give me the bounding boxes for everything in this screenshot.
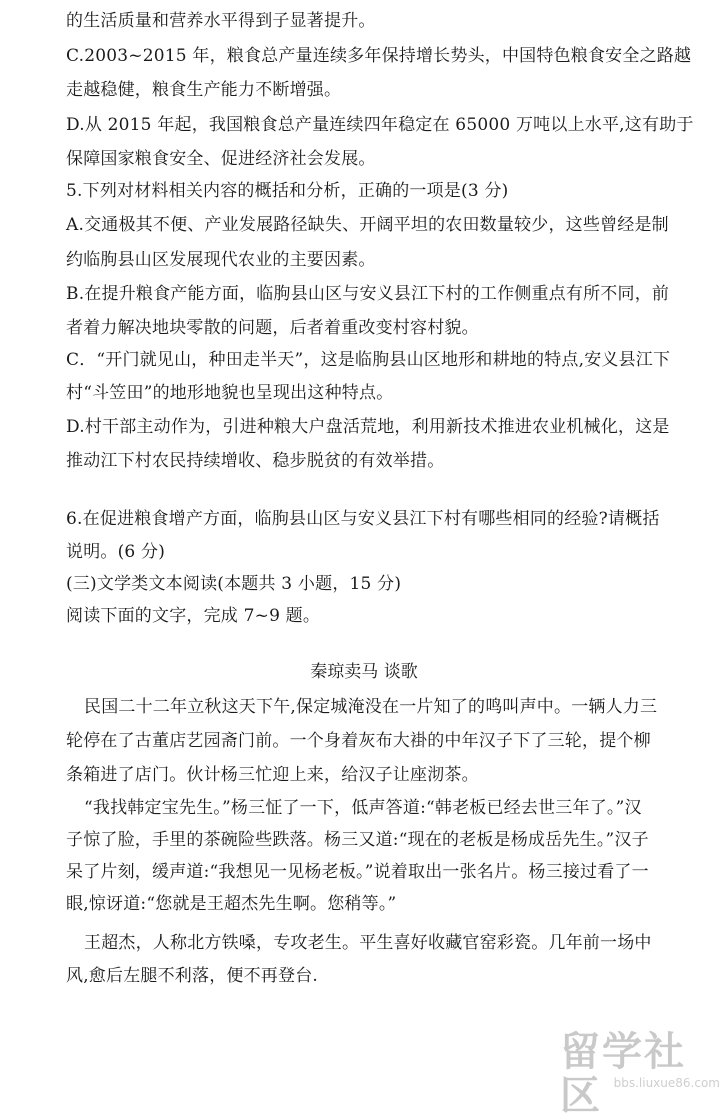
text-line: 的生活质量和营养水平得到子显著提升。: [66, 11, 376, 31]
text-line: 村“斗笠田”的地形地貌也呈现出这种特点。: [66, 383, 394, 403]
paragraph-line: “我找韩定宝先生。”杨三怔了一下，低声答道:“韩老板已经去世三年了。”汉: [84, 798, 642, 818]
option-c: C．“开门就见山，种田走半天”，这是临朐县山区地形和耕地的特点,安义县江下: [66, 350, 671, 370]
paragraph-line: 眼,惊讶道:“您就是王超杰先生啊。您稍等。”: [66, 894, 397, 914]
paragraph-line: 民国二十二年立秋这天下午,保定城淹没在一片知了的鸣叫声中。一辆人力三: [84, 697, 658, 717]
option-a: A.交通极其不便、产业发展路径缺失、开阔平坦的农田数量较少，这些曾经是制: [66, 215, 669, 235]
paragraph-line: 王超杰，人称北方铁嗓，专攻老生。平生喜好收藏官窑彩瓷。几年前一场中: [84, 933, 652, 953]
text-line: 约临朐县山区发展现代农业的主要因素。: [66, 250, 376, 270]
text-line: 推动江下村农民持续增收、稳步脱贫的有效举措。: [66, 451, 445, 471]
text-line: C.2003~2015 年，粮食总产量连续多年保持增长势头，中国特色粮食安全之路越: [66, 46, 692, 66]
question-5: 5.下列对材料相关内容的概括和分析，正确的一项是(3 分): [66, 181, 509, 201]
option-b: B.在提升粮食产能方面，临朐县山区与安义县江下村的工作侧重点有所不同，前: [66, 284, 670, 304]
text-line: D.从 2015 年起，我国粮食总产量连续四年稳定在 65000 万吨以上水平,这有助于: [66, 115, 694, 135]
paragraph-line: 子惊了脸，手里的茶碗险些跌落。杨三又道:“现在的老板是杨成岳先生。”汉子: [66, 830, 649, 850]
watermark-logo: [560, 1029, 728, 1119]
text-line: 者着力解决地块零散的问题，后者着重改变村容村貌。: [66, 318, 479, 338]
instruction: 阅读下面的文字，完成 7~9 题。: [66, 606, 321, 626]
text-line: 保障国家粮食安全、促进经济社会发展。: [66, 149, 376, 169]
story-title: 秦琼卖马 谈歌: [310, 662, 418, 682]
paragraph-line: 条箱进了店门。伙计杨三忙迎上来，给汉子让座沏茶。: [66, 765, 479, 785]
text-line: 说明。(6 分): [66, 542, 166, 562]
question-6: 6.在促进粮食增产方面，临朐县山区与安义县江下村有哪些相同的经验?请概括: [66, 509, 660, 529]
watermark-text: 留学社区: [560, 1029, 686, 1119]
paragraph-line: 呆了片刻，缓声道:“我想见一见杨老板。”说着取出一张名片。杨三接过看了一: [66, 862, 649, 882]
option-d: D.村干部主动作为，引进种粮大户盘活荒地，利用新技术推进农业机械化，这是: [66, 417, 670, 437]
section-heading: (三)文学类文本阅读(本题共 3 小题，15 分): [66, 574, 402, 594]
paragraph-line: 风,愈后左腿不利落，便不再登台.: [66, 966, 319, 986]
watermark-url: bbs.liuxue86.com: [613, 1076, 720, 1090]
paragraph-line: 轮停在了古董店艺园斋门前。一个身着灰布大褂的中年汉子下了三轮，提个柳: [66, 731, 651, 751]
text-line: 走越稳健，粮食生产能力不断增强。: [66, 80, 342, 100]
